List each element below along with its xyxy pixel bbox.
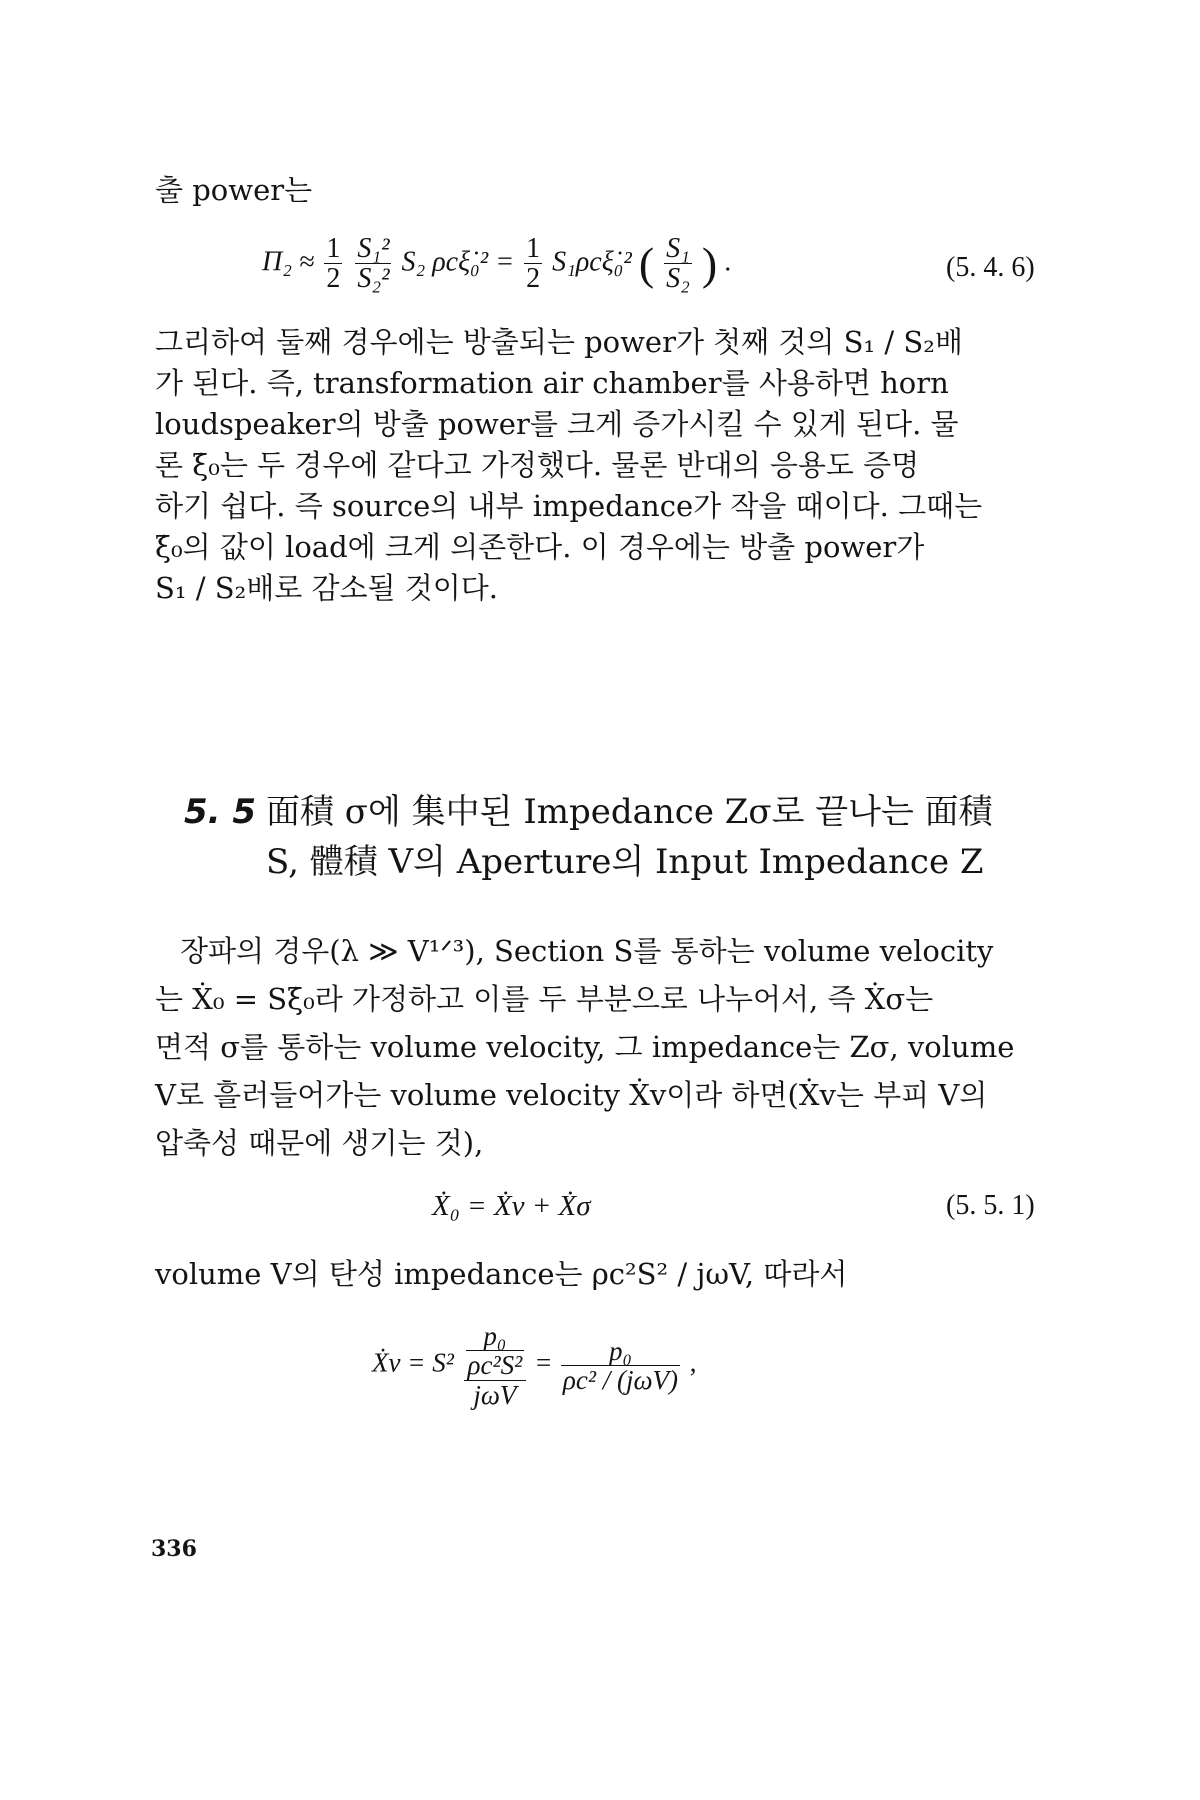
text-line: S₁ / S₂배로 감소될 것이다. — [155, 571, 498, 605]
fraction-denominator: 2 — [526, 263, 541, 295]
equation-final — [372, 1322, 697, 1409]
fraction-numerator: p₀ — [466, 1322, 525, 1351]
inner-fraction — [466, 1322, 525, 1380]
fraction-denominator: ρc² / (jωV) — [562, 1365, 679, 1396]
eq-lhs: Π₂ ≈ — [262, 246, 315, 278]
fraction-numerator: 1 — [526, 233, 541, 264]
fraction — [324, 234, 342, 294]
text-line: volume V의 탄성 impedance는 ρc²S² / jωV, 따라서 — [155, 1257, 848, 1291]
text-line: 압축성 때문에 생기는 것), — [155, 1126, 484, 1160]
fraction — [524, 234, 542, 294]
eq-lhs: Ẋv = S² — [372, 1347, 454, 1378]
fraction-numerator: 1 — [326, 233, 341, 264]
section-heading-line2: S, 體積 V의 Aperture의 Input Impedance Z — [266, 842, 984, 882]
fraction-denominator: S₂ — [666, 263, 690, 295]
compound-fraction — [464, 1322, 527, 1409]
fraction-numerator: S₁² — [357, 233, 390, 264]
fraction-denominator: jωV — [473, 1379, 517, 1410]
text-line: 가 된다. 즉, transformation air chamber를 사용하면 horn — [155, 366, 949, 400]
fraction — [561, 1337, 680, 1395]
section-number: 5. 5 — [184, 792, 257, 832]
text-line: 그리하여 둘째 경우에는 방출되는 power가 첫째 것의 S₁ / S₂배 — [155, 325, 963, 359]
text-line: 론 ξ̇₀는 두 경우에 같다고 가정했다. 물론 반대의 응용도 증명 — [155, 448, 920, 482]
fraction-numerator: S₁ — [666, 233, 690, 264]
text-line: 장파의 경우(λ ≫ V¹ᐟ³), Section S를 통하는 volume velocity — [180, 934, 994, 968]
text-line: loudspeaker의 방출 power를 크게 증가시킬 수 있게 된다. 물 — [155, 407, 959, 441]
page-number: 336 — [151, 1536, 197, 1562]
text-line: 출 power는 — [155, 173, 313, 207]
equation-5-4-6 — [262, 234, 731, 294]
fraction-numerator: p₀ — [561, 1337, 680, 1366]
eq-rhs: S₁ρcξ̇₀² — [552, 246, 632, 278]
section-heading — [184, 788, 993, 836]
section-title-line1: 面積 σ에 集中된 Impedance Zσ로 끝나는 面積 — [266, 792, 993, 832]
equation-5-5-1: Ẋ₀ = Ẋv + Ẋσ — [432, 1190, 591, 1222]
fraction-denominator: 2 — [326, 263, 341, 295]
fraction — [355, 234, 391, 294]
text-line: V로 흘러들어가는 volume velocity Ẋv이라 하면(Ẋv는 부피 V의 — [155, 1078, 988, 1112]
eq-tail: . — [724, 246, 732, 278]
fraction-denominator: S₂² — [357, 263, 390, 295]
text-line: 하기 쉽다. 즉 source의 내부 impedance가 작을 때이다. 그때는 — [155, 489, 983, 523]
paren-right: ) — [701, 237, 718, 289]
text-line: 면적 σ를 통하는 volume velocity, 그 impedance는 Zσ, volume — [155, 1030, 1015, 1064]
equation-number: (5. 5. 1) — [946, 1190, 1035, 1221]
equation-number: (5. 4. 6) — [946, 252, 1035, 283]
fraction-numerator — [464, 1322, 527, 1381]
fraction-denominator: ρc²S² — [467, 1350, 523, 1381]
text-line: 는 Ẋ₀ = Sξ̇₀라 가정하고 이를 두 부분으로 나누어서, 즉 Ẋσ는 — [155, 982, 934, 1016]
eq-middle: S₂ ρcξ̇₀² = — [401, 246, 515, 278]
eq-equals: = — [535, 1347, 552, 1378]
text-line: ξ̇₀의 값이 load에 크게 의존한다. 이 경우에는 방출 power가 — [155, 530, 925, 564]
eq-tail: , — [689, 1347, 697, 1378]
paren-left: ( — [638, 237, 655, 289]
fraction — [664, 234, 692, 294]
